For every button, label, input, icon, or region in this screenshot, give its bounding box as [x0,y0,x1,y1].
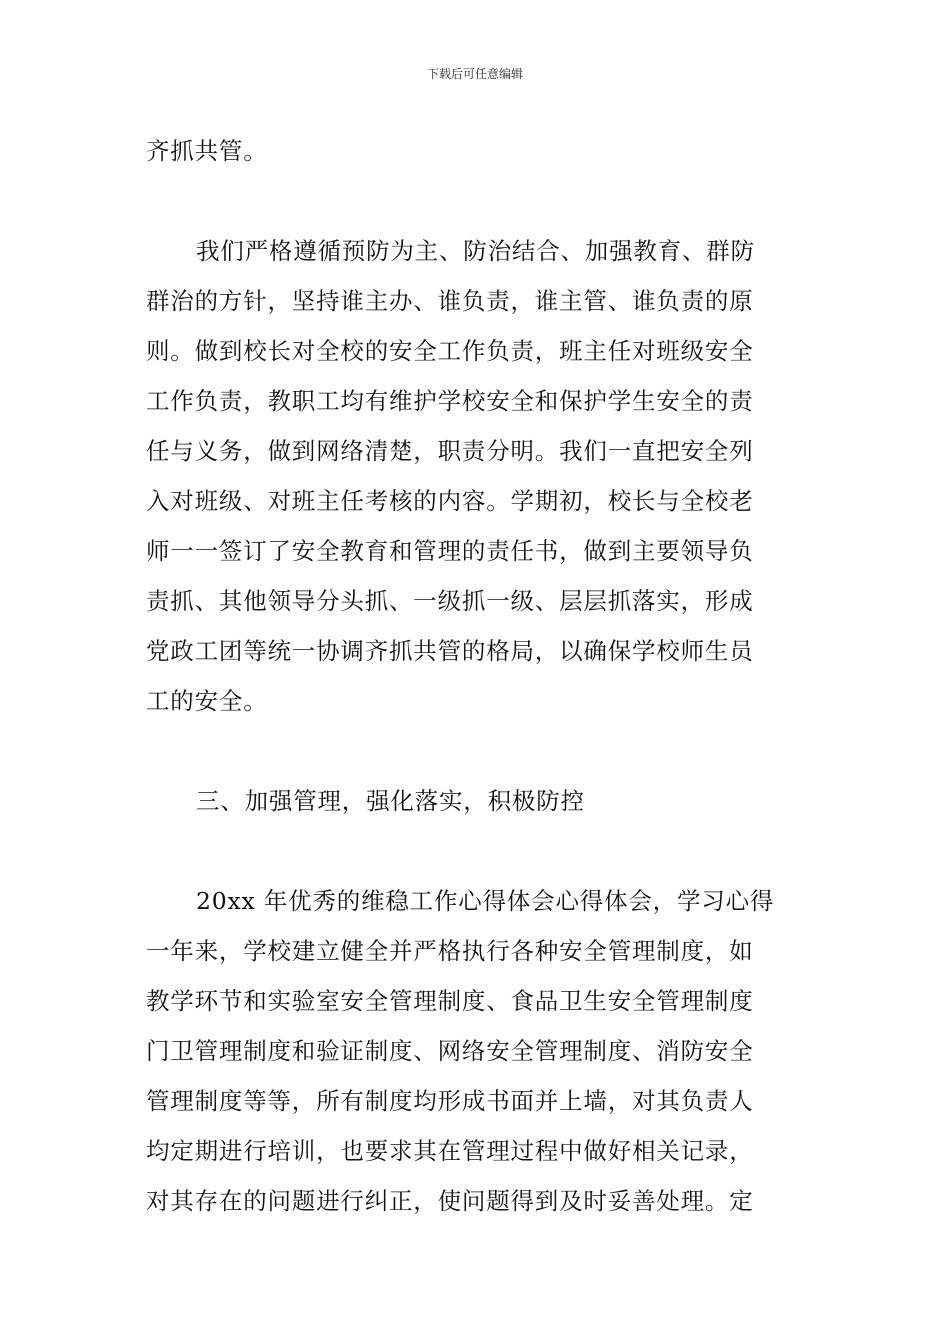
text-line: 我们严格遵循预防为主、防治结合、加强教育、群防 [196,237,755,265]
text-line: 三、加强管理，强化落实，积极防控 [196,787,585,815]
text-line: 党政工团等统一协调齐抓共管的格局，以确保学校师生员 [146,637,754,665]
text-line: 管理制度等等，所有制度均形成书面并上墙，对其负责人 [146,1087,754,1115]
text-line: 均定期进行培训，也要求其在管理过程中做好相关记录， [146,1137,754,1165]
text-line: 对其存在的问题进行纠正，使问题得到及时妥善处理。定 [146,1187,754,1215]
text-line: 师一一签订了安全教育和管理的责任书，做到主要领导负 [146,537,754,565]
paragraph-management [146,876,810,1226]
text-line: 工的安全。 [146,687,268,715]
text-line: 门卫管理制度和验证制度、网络安全管理制度、消防安全 [146,1037,754,1065]
text-line: 任与义务，做到网络清楚，职责分明。我们一直把安全列 [146,437,754,465]
paragraph-spacer [146,826,810,876]
text-line: 则。做到校长对全校的安全工作负责，班主任对班级安全 [146,337,754,365]
document-body [146,126,810,1226]
text-line: 教学环节和实验室安全管理制度、食品卫生安全管理制度 [146,987,754,1015]
paragraph-responsibility [146,226,810,726]
text-line: 20xx 年优秀的维稳工作心得体会心得体会，学习心得 [196,887,775,915]
text-line: 责抓、其他领导分头抓、一级抓一级、层层抓落实，形成 [146,587,754,615]
text-line: 齐抓共管。 [146,137,268,165]
paragraph-spacer [146,176,810,226]
text-line: 群治的方针，坚持谁主办、谁负责，谁主管、谁负责的原 [146,287,754,315]
page-header: 下载后可任意编辑 [426,67,523,81]
text-line: 一年来，学校建立健全并严格执行各种安全管理制度，如 [146,937,754,965]
text-line: 工作负责，教职工均有维护学校安全和保护学生安全的责 [146,387,754,415]
text-line: 入对班级、对班主任考核的内容。学期初，校长与全校老 [146,487,754,515]
paragraph-continuation [146,126,810,176]
section-heading [146,776,810,826]
paragraph-spacer [146,726,810,776]
